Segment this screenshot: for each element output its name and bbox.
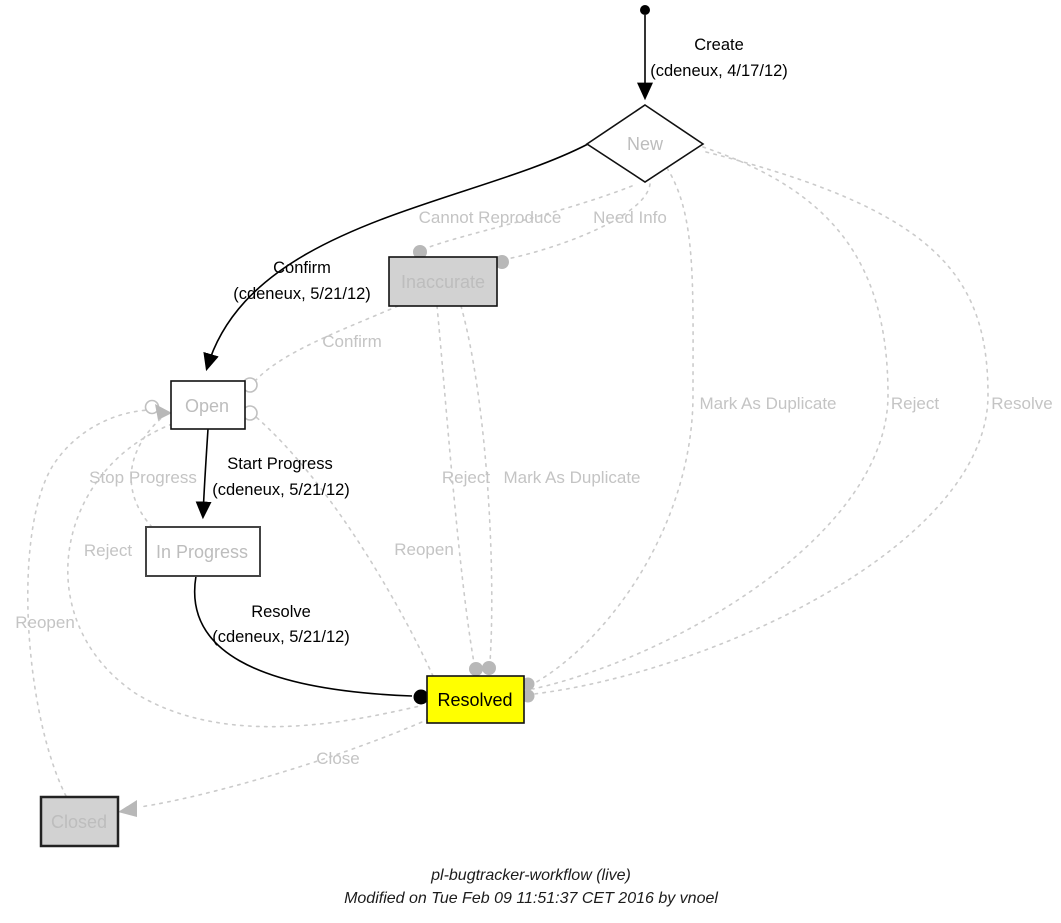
label-start-progress-meta: (cdeneux, 5/21/12) [212,481,350,499]
edge-confirm-executed [207,144,588,368]
label-reopen-mid: Reopen [394,540,454,559]
label-need-info: Need Info [593,208,667,227]
label-reject-right: Reject [890,394,940,413]
edge-start-progress [203,429,208,516]
edge-close [140,719,429,807]
state-open-label: Open [184,396,230,416]
resolved-top-dot-2 [482,661,496,675]
open-left-gray-arrow [155,404,172,420]
label-confirm-available: Confirm [322,332,382,351]
label-cannot-reproduce: Cannot Reproduce [418,208,562,227]
label-reject-left: Reject [83,541,133,560]
state-closed-label: Closed [50,812,108,832]
label-reopen-left: Reopen [15,613,75,632]
workflow-modified: Modified on Tue Feb 09 11:51:37 CET 2016 by vnoel [344,890,718,907]
label-mark-as-duplicate-right: Mark As Duplicate [699,394,837,413]
label-resolve-meta: (cdeneux, 5/21/12) [212,628,350,646]
label-confirm-meta: (cdeneux, 5/21/12) [233,285,371,303]
state-inaccurate-label: Inaccurate [400,272,486,292]
label-stop-progress: Stop Progress [89,468,197,487]
label-close: Close [316,749,360,768]
state-new-label: New [626,134,664,154]
workflow-name: pl-bugtracker-workflow (live) [431,867,631,884]
label-mark-as-duplicate-mid: Mark As Duplicate [503,468,641,487]
label-reject-mid: Reject [441,468,491,487]
label-create: Create [694,36,744,54]
label-create-meta: (cdeneux, 4/17/12) [650,62,788,80]
state-resolved-label: Resolved [437,690,513,710]
label-resolve-right: Resolve [991,394,1053,413]
edge-resolve-right [534,152,988,694]
label-resolve: Resolve [251,603,311,621]
edge-reject-right [533,147,888,689]
start-node [640,5,650,15]
label-confirm: Confirm [273,259,331,277]
resolved-top-dot-1 [469,662,483,676]
state-in-progress-label: In Progress [155,542,249,562]
label-start-progress: Start Progress [227,455,333,473]
closed-right-gray-arrow [118,800,137,817]
